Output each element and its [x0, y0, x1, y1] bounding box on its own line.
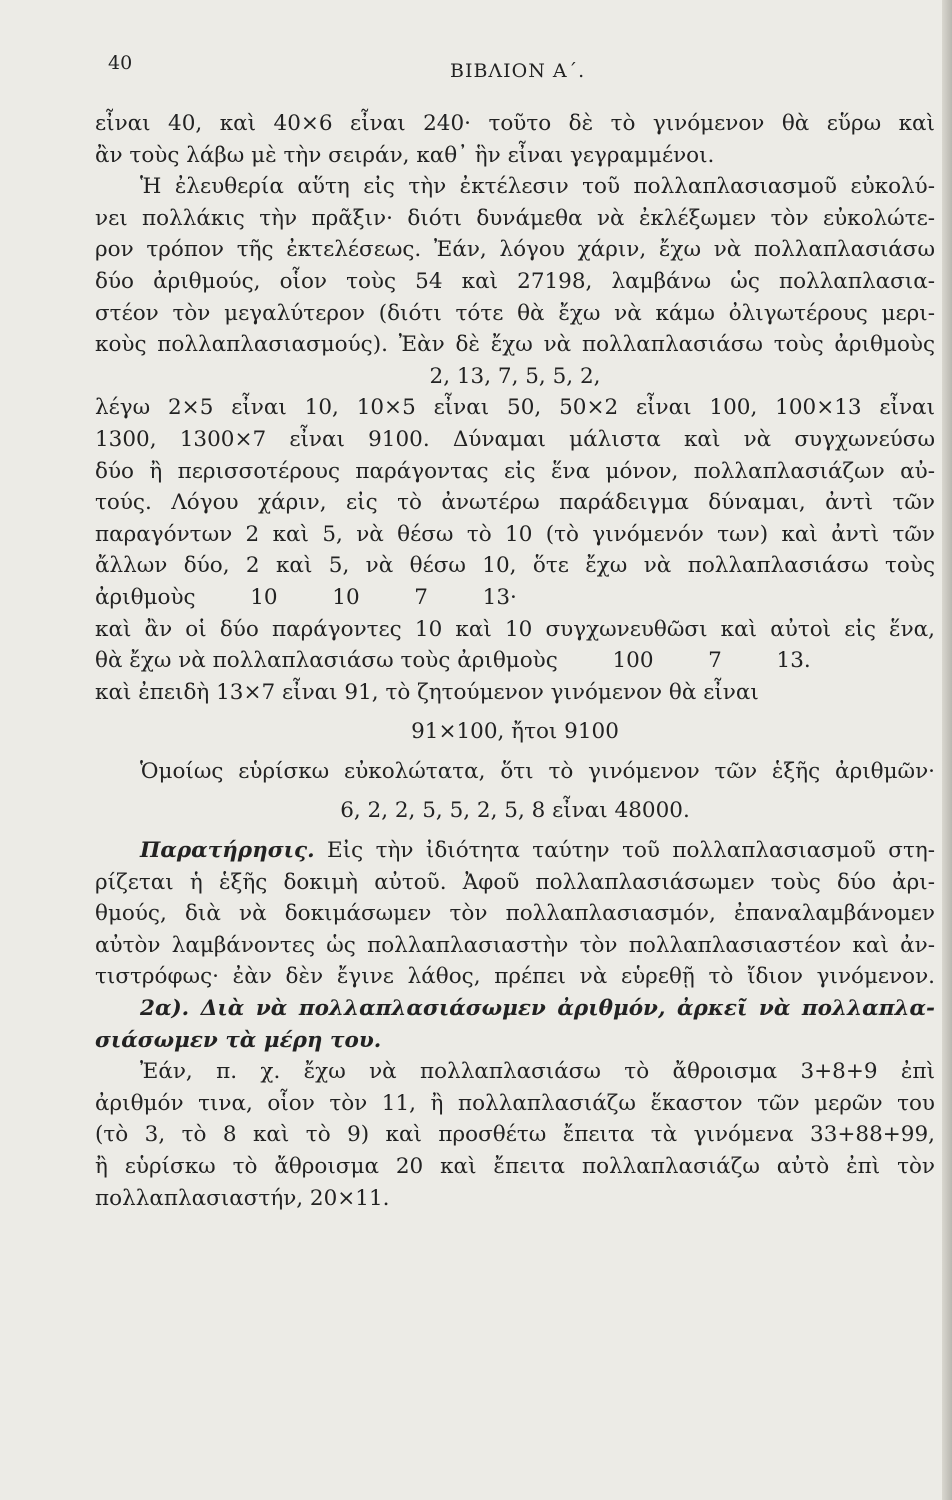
- text-line: κοὺς πολλαπλασιασμούς). Ἐὰν δὲ ἔχω νὰ πολλαπλασιάσω τοὺς ἀριθμοὺς: [95, 332, 935, 358]
- page-edge: [942, 0, 952, 1500]
- text-line: τιστρόφως· ἐὰν δὲν ἔγινε λάθος, πρέπει νὰ εὑρεθῇ τὸ ἴδιον γινόμενον.: [95, 964, 935, 990]
- text-line: αὐτὸν λαμβάνοντες ὡς πολλαπλασιαστὴν τὸν πολλαπλασιαστέον καὶ ἀν-: [95, 932, 935, 958]
- text-line: ἀριθμόν τινα, οἷον τὸν 11, ἢ πολλαπλασιάζω ἕκαστον τῶν μερῶν του: [95, 1090, 935, 1116]
- text-line: τούς. Λόγου χάριν, εἰς τὸ ἀνωτέρω παράδειγμα δύναμαι, ἀντὶ τῶν: [95, 490, 935, 516]
- numbers-row: ἀριθμοὺς 10 10 7 13·: [95, 584, 517, 610]
- running-head: ΒΙΒΛΙΟΝ Α΄.: [450, 60, 586, 82]
- text-line: εἶναι 40, καὶ 40×6 εἶναι 240· τοῦτο δὲ τὸ γινόμενον θὰ εὕρω καὶ: [95, 111, 935, 136]
- text-line: παραγόντων 2 καὶ 5, νὰ θέσω τὸ 10 (τὸ γινόμενόν των) καὶ ἀντὶ τῶν: [95, 521, 935, 547]
- text-line: πολλαπλασιαστήν, 20×11.: [95, 1185, 390, 1211]
- paragraph-start: Ἐάν, π. χ. ἔχω νὰ πολλαπλασιάσω τὸ ἄθροισμα 3+8+9 ἐπὶ: [140, 1059, 935, 1085]
- text-line: δύο ἀριθμούς, οἷον τοὺς 54 καὶ 27198, λαμβάνω ὡς πολλαπλασια-: [95, 268, 935, 294]
- text-line: ρίζεται ἡ ἑξῆς δοκιμὴ αὐτοῦ. Ἀφοῦ πολλαπλασιάσωμεν τοὺς δύο ἀρι-: [95, 869, 935, 895]
- section-heading: 2α). Διὰ νὰ πολλαπλασιάσωμεν ἀριθμόν, ἀρκεῖ νὰ πολλαπλα-: [140, 996, 935, 1022]
- paragraph-start: Ἡ ἐλευθερία αὕτη εἰς τὴν ἐκτέλεσιν τοῦ πολλαπλασιασμοῦ εὐκολύ-: [140, 174, 935, 200]
- result-line: 6, 2, 2, 5, 5, 2, 5, 8 εἶναι 48000.: [340, 798, 690, 824]
- text-line: ἄλλων δύο, 2 καὶ 5, νὰ θέσω 10, ὅτε ἔχω νὰ πολλαπλασιάσω τοὺς: [95, 553, 935, 579]
- paragraph-start: Ὁμοίως εὑρίσκω εὐκολώτατα, ὅτι τὸ γινόμενον τῶν ἑξῆς ἀριθμῶν·: [140, 758, 935, 784]
- text-line: ρον τρόπον τῆς ἐκτελέσεως. Ἐάν, λόγου χάριν, ἔχω νὰ πολλαπλασιάσω: [95, 237, 935, 263]
- text-line: ἢ εὑρίσκω τὸ ἄθροισμα 20 καὶ ἔπειτα πολλαπλασιάζω αὐτὸ ἐπὶ τὸν: [95, 1154, 935, 1179]
- text-line: (τὸ 3, τὸ 8 καὶ τὸ 9) καὶ προσθέτω ἔπειτα τὰ γινόμενα 33+88+99,: [95, 1122, 935, 1148]
- remark-line: [95, 835, 935, 867]
- text-line: ἂν τοὺς λάβω μὲ τὴν σειράν, καθ᾽ ἣν εἶναι γεγραμμένοι.: [95, 142, 715, 168]
- result-line: 91×100, ἤτοι 9100: [411, 719, 619, 745]
- text-line: 1300, 1300×7 εἶναι 9100. Δύναμαι μάλιστα καὶ νὰ συγχωνεύσω: [95, 426, 935, 452]
- text-line: θμούς, διὰ νὰ δοκιμάσωμεν τὸν πολλαπλασιασμόν, ἐπαναλαμβάνομεν: [95, 901, 935, 927]
- text-line: καὶ ἐπειδὴ 13×7 εἶναι 91, τὸ ζητούμενον γινόμενον θὰ εἶναι: [95, 679, 759, 705]
- text-line: δύο ἢ περισσοτέρους παράγοντας εἰς ἕνα μόνον, πολλαπλασιάζων αὐ-: [95, 458, 935, 484]
- number-list: 2, 13, 7, 5, 5, 2,: [429, 363, 601, 389]
- text-line: λέγω 2×5 εἶναι 10, 10×5 εἶναι 50, 50×2 εἶναι 100, 100×13 εἶναι: [95, 395, 935, 421]
- page-body: [95, 108, 935, 1214]
- page-number: 40: [108, 52, 133, 74]
- remark-text: Εἰς τὴν ἰδιότητα ταύτην τοῦ πολλαπλασιασμοῦ στη-: [327, 838, 935, 864]
- text-line: στέον τὸν μεγαλύτερον (διότι τότε θὰ ἔχω νὰ κάμω ὀλιγωτέρους μερι-: [95, 300, 935, 326]
- text-line: καὶ ἂν οἱ δύο παράγοντες 10 καὶ 10 συγχωνευθῶσι καὶ αὐτοὶ εἰς ἕνα,: [95, 616, 935, 642]
- numbers-row: θὰ ἔχω νὰ πολλαπλασιάσω τοὺς ἀριθμοὺς 100 7 13.: [95, 648, 811, 674]
- section-heading-cont: σιάσωμεν τὰ μέρη του.: [95, 1027, 382, 1053]
- remark-heading: Παρατήρησις.: [140, 838, 315, 864]
- text-line: νει πολλάκις τὴν πρᾶξιν· διότι δυνάμεθα νὰ ἐκλέξωμεν τὸν εὐκολώτε-: [95, 205, 935, 231]
